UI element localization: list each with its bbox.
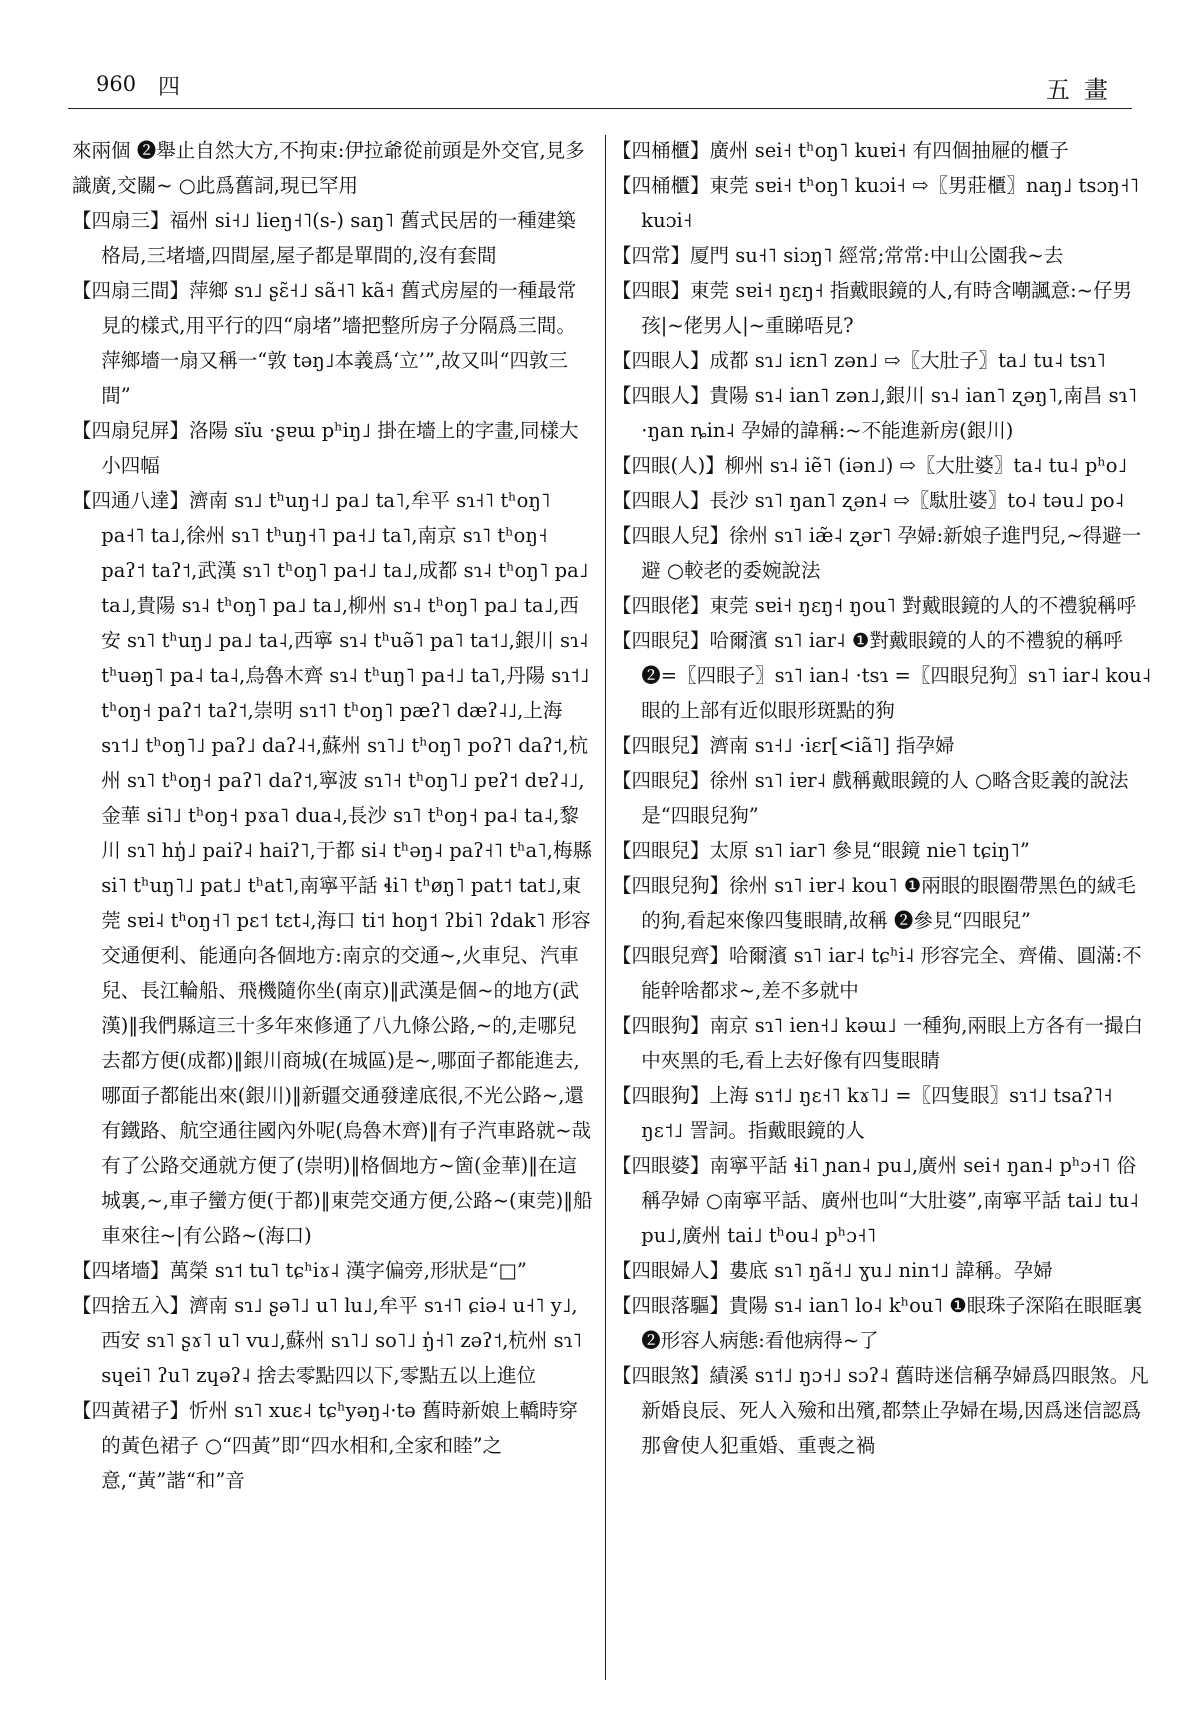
- page-header: [68, 66, 1132, 106]
- entry: 【四眼人】長沙 sɿ˥ ŋan˥ ʐən˨ ⇨〖駄肚婆〗to˨ təu˩ po˨: [612, 489, 1125, 512]
- entry: 【四扇三間】萍鄉 sɿ˩ ʂɛ̃˧˩ sã˧˥ kã˧ 舊式房屋的一種最常見的樣式,用平行的四“扇堵”墻把整所房子分隔爲三間。萍鄉墻一扇又稱一“敦 təŋ˩本義爲‘立’”,故又叫“四敦三間”: [72, 279, 577, 407]
- entry: 【四扇三】福州 si˧˩ lieŋ˧˥(s-) saŋ˥ 舊式民居的一種建築格局,三堵墻,四間屋,屋子都是單間的,沒有套間: [72, 209, 576, 267]
- entry: 來兩個 ❷舉止自然大方,不拘束:伊拉爺從前頭是外交官,見多識廣,交關~ ○此爲舊詞,現已罕用: [72, 139, 585, 197]
- entry: 【四眼狗】上海 sɿ˦˩ ŋɛ˧˥ kɤ˥˩ =〖四隻眼〗sɿ˦˩ tsaʔ˥˧ ŋɛ˦˩ 詈詞。指戴眼鏡的人: [612, 1084, 1113, 1142]
- page-number: 960: [96, 72, 137, 96]
- entry: 【四眼佬】東莞 sɐi˧ ŋɛŋ˧ ŋou˥ 對戴眼鏡的人的不禮貌稱呼: [612, 594, 1137, 617]
- entry: 【四眼兒】濟南 sɿ˧˩ ·iɛr[<iã˥] 指孕婦: [612, 734, 955, 757]
- entry: 【四堵墻】萬榮 sɿ˦ tu˥ tɕʰiɤ˨ 漢字偏旁,形狀是“□”: [72, 1259, 527, 1282]
- header-rule: [68, 108, 1132, 109]
- entry: 【四眼人】貴陽 sɿ˨ ian˥ zən˩,銀川 sɿ˨ ian˥ ʐəŋ˥,南昌 sɿ˥ ·ŋan ȵin˨ 孕婦的諱稱:~不能進新房(銀川): [612, 384, 1138, 442]
- entry: 【四眼人】成都 sɿ˩ iɛn˥ zən˩ ⇨〖大肚子〗ta˩ tu˨ tsɿ˥: [612, 349, 1106, 372]
- entry: 【四眼兒狗】徐州 sɿ˥ iɐr˨ kou˥ ❶兩眼的眼圈帶黑色的絨毛的狗,看起來像四隻眼睛,故稱 ❷參見“四眼兒”: [612, 874, 1136, 932]
- entry: 【四桶櫃】廣州 sei˧ tʰoŋ˥ kuɐi˧ 有四個抽屜的櫃子: [612, 139, 1069, 162]
- entry: 【四眼兒】哈爾濱 sɿ˥ iar˨ ❶對戴眼鏡的人的不禮貌的稱呼 ❷=〖四眼子〗sɿ˥ ian˨ ·tsɿ =〖四眼兒狗〗sɿ˥ iar˨ kou˨ 眼的上部有近似眼形斑點的狗: [612, 629, 1152, 722]
- entry: 【四眼兒】太原 sɿ˥ iar˥ 參見“眼鏡 nie˥ tɕiŋ˥”: [612, 839, 1030, 862]
- entry: 【四眼煞】績溪 sɿ˦˩ ŋɔ˧˩ sɔʔ˨ 舊時迷信稱孕婦爲四眼煞。凡新婚良辰、死人入殮和出殯,都禁止孕婦在場,因爲迷信認爲那會使人犯重婚、重喪之禍: [612, 1364, 1149, 1457]
- entry: 【四黃裙子】忻州 sɿ˥ xuɛ˨ tɕʰyəŋ˨·tə 舊時新娘上轎時穿的黃色裙子 ○“四黃”即“四水相和,全家和睦”之意,“黃”諧“和”音: [72, 1399, 579, 1492]
- column-divider: [605, 135, 606, 1680]
- header-radical: 四: [158, 75, 181, 100]
- left-column: [72, 133, 594, 1498]
- entry: 【四桶櫃】東莞 sɐi˧ tʰoŋ˥ kuɔi˧ ⇨〖男莊櫃〗naŋ˩ tsɔŋ˧˥ kuɔi˧: [612, 174, 1140, 232]
- entry: 【四眼兒齊】哈爾濱 sɿ˥ iar˨ tɕʰi˨ 形容完全、齊備、圓滿:不能幹啥都求~,差不多就中: [612, 944, 1142, 1002]
- entry: 【四眼人兒】徐州 sɿ˥ iæ̃˨ ʐər˥ 孕婦:新娘子進門兒,~得避一避 ○較老的委婉說法: [612, 524, 1142, 582]
- entry: 【四扇兒屏】洛陽 sïu ·ʂɐɯ pʰiŋ˩ 掛在墻上的字畫,同樣大小四幅: [72, 419, 579, 477]
- right-column: [612, 133, 1152, 1463]
- entry: 【四眼(人)】柳州 sɿ˨ iẽ˥ (iən˩) ⇨〖大肚婆〗ta˨ tu˨ pʰo˩: [612, 454, 1128, 477]
- entry: 【四眼婆】南寧平話 ɬi˥ ɲan˨ pu˩,廣州 sei˧ ŋan˨ pʰɔ˧˥ 俗稱孕婦 ○南寧平話、廣州也叫“大肚婆”,南寧平話 tai˩ tu˨ pu˩,廣州 tai˩ tʰou˨ pʰɔ˧˥: [612, 1154, 1139, 1247]
- entry: 【四捨五入】濟南 sɿ˩ ʂə˥˩ u˥ lu˩,牟平 sɿ˧˥ ɕiə˨ u˧˥ y˩,西安 sɿ˥ ʂɤ˥ u˥ vu˩,蘇州 sɿ˥˩ so˥˩ ŋ̍˧˥ zəʔ˦,杭州 sɿ˥ sɥei˥ ʔu˥ zɥəʔ˨ 捨去零點四以下,零點五以上進位: [72, 1294, 583, 1387]
- header-stroke-section: 五畫: [1046, 76, 1122, 104]
- entry: 【四常】厦門 su˧˥ siɔŋ˥ 經常;常常:中山公園我~去: [612, 244, 1064, 267]
- entry: 【四眼兒】徐州 sɿ˥ iɐr˨ 戲稱戴眼鏡的人 ○略含貶義的說法是“四眼兒狗”: [612, 769, 1129, 827]
- entry: 【四眼婦人】婁底 sɿ˥ ŋã˧˩ ɣu˩ nin˦˩ 諱稱。孕婦: [612, 1259, 1053, 1282]
- entry: 【四眼】東莞 sɐi˧ ŋɛŋ˧ 指戴眼鏡的人,有時含嘲諷意:~仔男孩|~佬男人|~重睇唔見?: [612, 279, 1133, 337]
- entry: 【四眼落驅】貴陽 sɿ˨ ian˥ lo˨ kʰou˥ ❶眼珠子深陷在眼眶裏 ❷形容人病態:看他病得~了: [612, 1294, 1143, 1352]
- entry: 【四通八達】濟南 sɿ˩ tʰuŋ˧˩ pa˩ ta˥,牟平 sɿ˧˥ tʰoŋ˥ pa˧˥ ta˩,徐州 sɿ˥ tʰuŋ˧˥ pa˧˩ ta˥,南京 sɿ˥ tʰoŋ˧ paʔ˦ taʔ˦,武漢 sɿ˥ tʰoŋ˥ pa˧˩ ta˩,成都 sɿ˨ tʰoŋ˥ pa˩ ta˩,貴陽 sɿ˨ tʰoŋ˥ pa˩ ta˩,柳州 sɿ˨ tʰoŋ˥ pa˩ ta˩,西安 sɿ˥ tʰuŋ˩ pa˩ ta˨,西寧 sɿ˨ tʰuə̃˥ pa˥ ta˦˩,銀川 sɿ˨ tʰuəŋ˥ pa˨ ta˨,烏魯木齊 sɿ˨ tʰuŋ˥ pa˧˩ ta˥,丹陽 sɿ˦˩ tʰoŋ˧ paʔ˦ taʔ˦,崇明 sɿ˦˥ tʰoŋ˥ pæʔ˥ dæʔ˨˩,上海 sɿ˦˩ tʰoŋ˥˩ paʔ˩ daʔ˨˧,蘇州 sɿ˥˩ tʰoŋ˥ poʔ˥ daʔ˦,杭州 sɿ˥ tʰoŋ˧ paʔ˥ daʔ˦,寧波 sɿ˥˧ tʰoŋ˥˩ pɐʔ˦ dɐʔ˨˩,金華 si˥˩ tʰoŋ˧ pɤa˥ dua˨,長沙 sɿ˥ tʰoŋ˧ pa˨ ta˨,黎川 sɿ˥ hŋ̍˩ paiʔ˨ haiʔ˥,于都 si˨ tʰəŋ˨ paʔ˧˥ tʰa˥,梅縣 si˥ tʰuŋ˥˩ pat˩ tʰat˥,南寧平話 ɬi˥ tʰøŋ˥ pat˦ tat˩,東莞 sɐi˨ tʰoŋ˧˥ pɛ˦ tɛt˨,海口 ti˦ hoŋ˦ ʔbi˥ ʔdak˥ 形容交通便利、能通向各個地方:南京的交通~,火車兒、汽車兒、長江輪船、飛機隨你坐(南京)‖武漢是個~的地方(武漢)‖我們縣這三十多年來修通了八九條公路,~的,走哪兒去都方便(成都)‖銀川商城(在城區)是~,哪面子都能進去,哪面子都能出來(銀川)‖新疆交通發達底很,不光公路~,還有鐵路、航空通往國內外呢(烏魯木齊)‖有子汽車路就~哉有了公路交通就方便了(崇明)‖格個地方~箇(金華)‖在這城裏,~,車子蠻方便(于都)‖東莞交通方便,公路~(東莞)‖船車來往~|有公路~(海口): [72, 489, 593, 1247]
- entry: 【四眼狗】南京 sɿ˥ ien˧˩ kəɯ˩ 一種狗,兩眼上方各有一撮白中夾黑的毛,看上去好像有四隻眼睛: [612, 1014, 1143, 1072]
